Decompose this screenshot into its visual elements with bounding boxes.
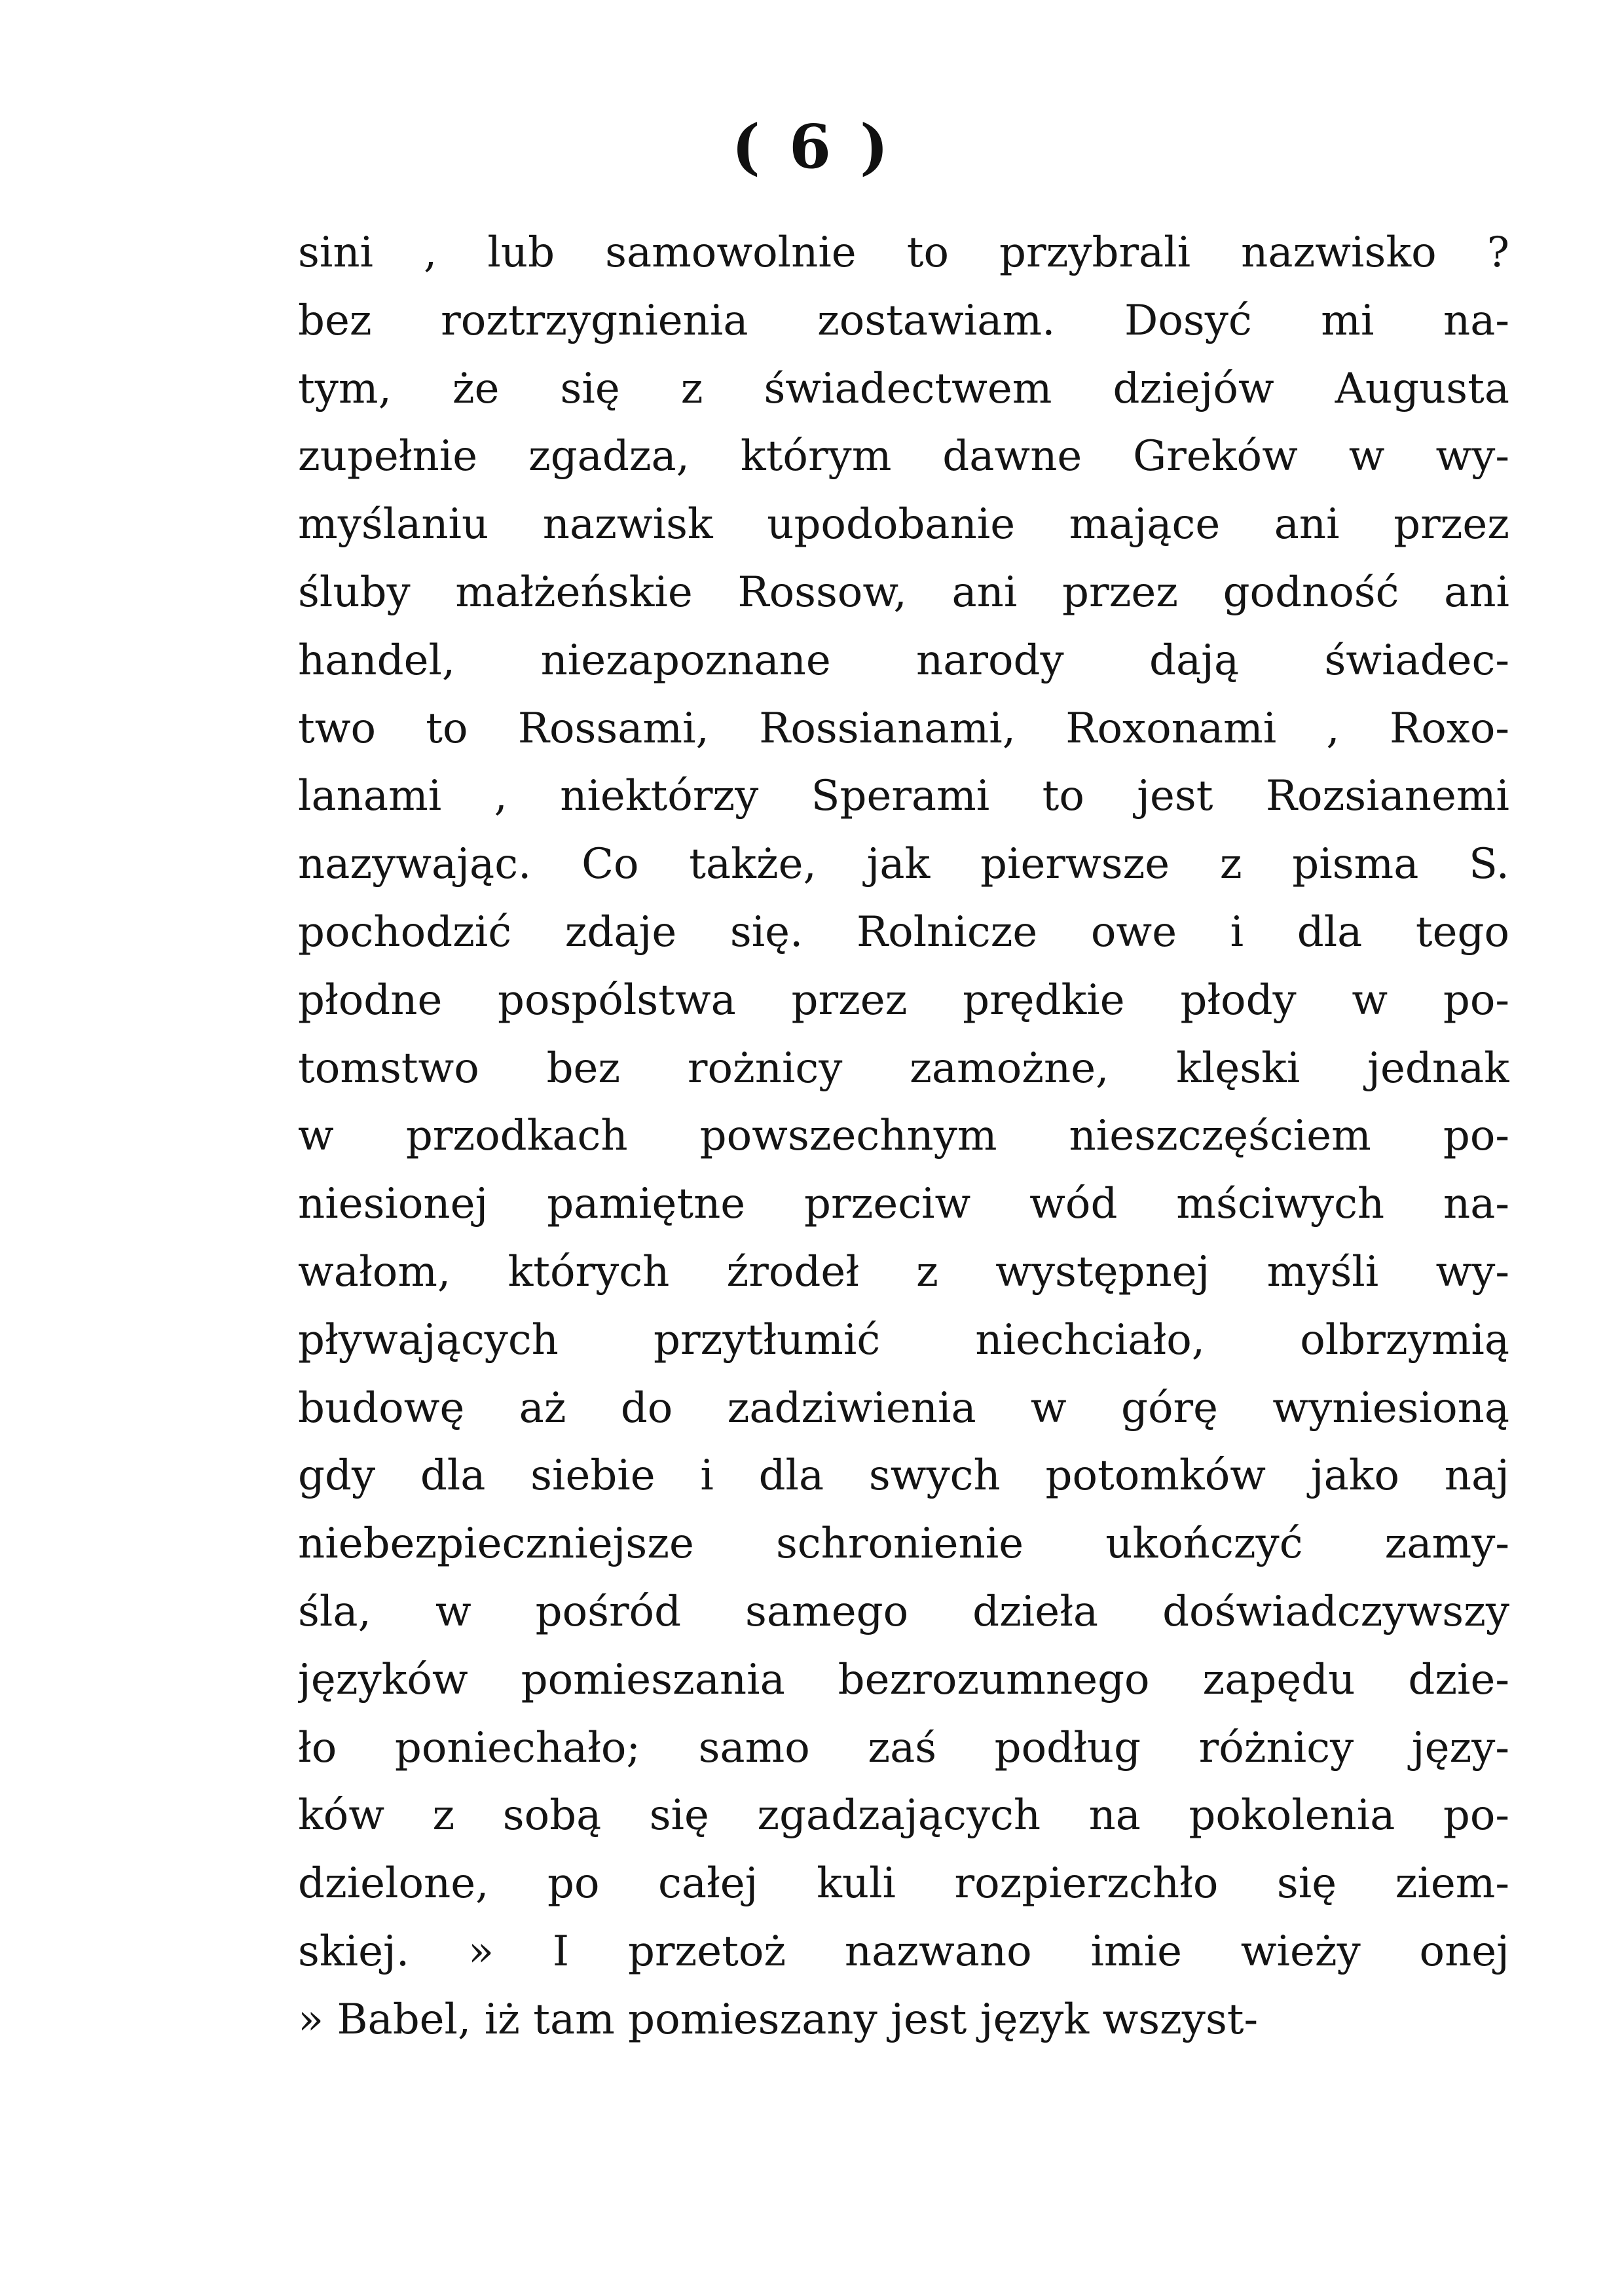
text-line: niesionej pamiętne przeciw wód mściwych na- [298,1180,1509,1229]
page-number: ( 6 ) [731,111,893,182]
text-line: skiej. » I przetoż nazwano imie wieży onej [298,1927,1509,1976]
text-line: śluby małżeńskie Rossow, ani przez godność ani [298,568,1509,617]
text-line: handel, niezapoznane narody dają świadec- [298,636,1509,685]
text-line: » Babel, iż tam pomieszany jest język wszyst- [298,1995,1259,2044]
text-line: języków pomieszania bezrozumnego zapędu dzie- [298,1655,1509,1704]
text-line: śla, w pośród samego dzieła doświadczywszy [298,1587,1509,1636]
text-line: sini , lub samowolnie to przybrali nazwisko ? [298,228,1509,277]
text-line: nazywając. Co także, jak pierwsze z pisma S. [298,840,1509,889]
text-line: ków z sobą się zgadzających na pokolenia po- [298,1791,1509,1840]
text-line: ło poniechało; samo zaś podług różnicy języ- [298,1723,1509,1772]
text-line: zupełnie zgadza, którym dawne Greków w wy- [298,432,1509,481]
text-line: tomstwo bez rożnicy zamożne, klęski jednak [298,1044,1509,1093]
text-line: gdy dla siebie i dla swych potomków jako naj [298,1451,1509,1501]
text-line: lanami , niektórzy Sperami to jest Rozsianemi [298,772,1509,821]
text-line: bez roztrzygnienia zostawiam. Dosyć mi na- [298,296,1509,345]
text-line: pływających przytłumić niechciało, olbrzymią [298,1315,1509,1364]
text-line: myślaniu nazwisk upodobanie mające ani przez [298,500,1509,549]
text-line: niebezpieczniejsze schronienie ukończyć zamy- [298,1520,1509,1569]
text-line: pochodzić zdaje się. Rolnicze owe i dla tego [298,907,1509,957]
text-line: two to Rossami, Rossianami, Roxonami , Roxo- [298,704,1509,753]
text-line: wałom, których źrodeł z występnej myśli wy- [298,1247,1509,1296]
text-line: budowę aż do zadziwienia w górę wyniesioną [298,1383,1509,1432]
text-line: tym, że się z świadectwem dziejów Augusta [298,364,1509,413]
text-line: dzielone, po całej kuli rozpierzchło się ziem- [298,1859,1509,1908]
text-line: w przodkach powszechnym nieszczęściem po- [298,1112,1509,1161]
body-text [298,219,1509,2054]
text-line: płodne pospólstwa przez prędkie płody w po- [298,975,1509,1025]
